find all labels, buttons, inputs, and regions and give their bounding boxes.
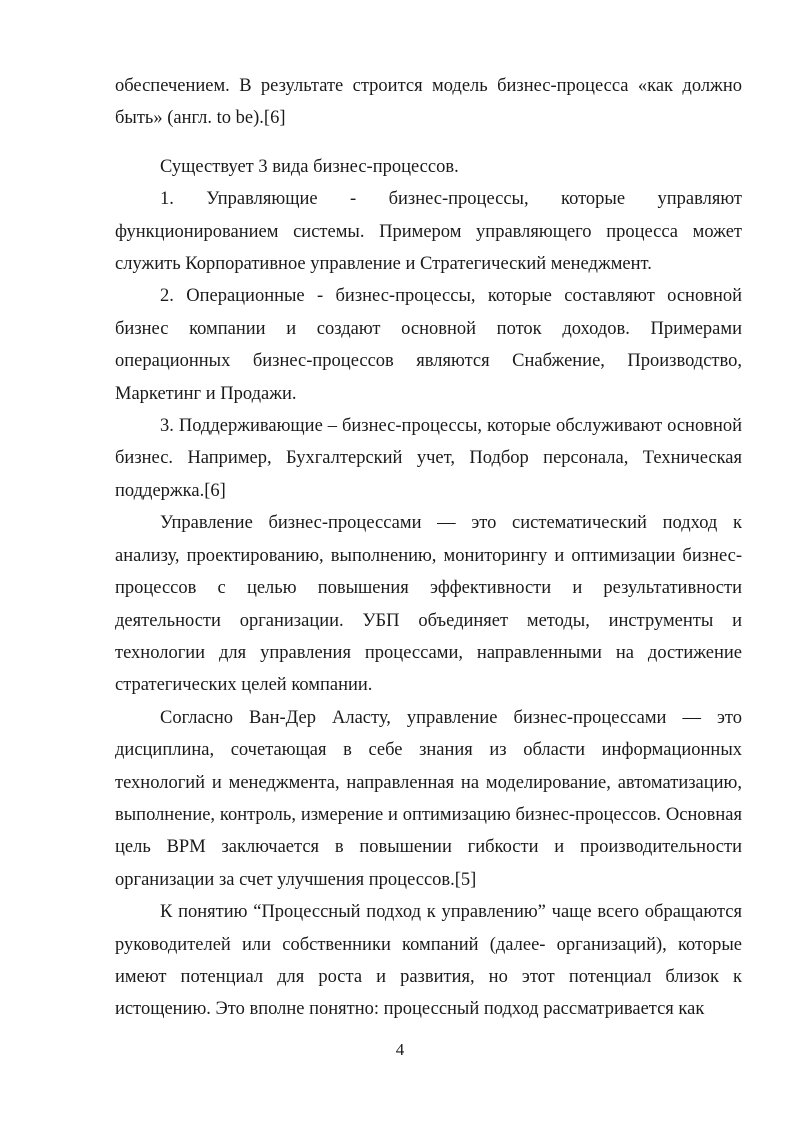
paragraph-van-der-aalst: Согласно Ван-Дер Аласту, управление бизнес-процессами — это дисциплина, сочетающая в себе знания из области информационных технологий и менеджмента, направленная на моделирование, автоматизацию, выполнение, контроль, измерение и оптимизацию бизнес-процессов. Основная цель BPM заключается в повышении гибкости и производительности организации за счет улучшения процессов.[5] [115, 707, 742, 890]
paragraph-process-approach: К понятию “Процессный подход к управлению” чаще всего обращаются руководителей или собственники компаний (далее- организаций), которые имеют потенциал для роста и развития, но этот потенциал близок к истощению. Это вполне понятно: процессный подход рассматривается как [115, 902, 742, 1020]
list-item-2: 2. Операционные - бизнес-процессы, которые составляют основной бизнес компании и создают основной поток доходов. Примерами операционных бизнес-процессов являются Снабжение, Производство, Маркетинг и Продажи. [115, 286, 742, 404]
paragraph-intro: Существует 3 вида бизнес-процессов. [160, 156, 459, 177]
page-body [115, 70, 742, 1026]
page-number: 4 [395, 1040, 405, 1059]
paragraph-continuation: обеспечением. В результате строится модель бизнес-процесса «как должно быть» (англ. to be).[6] [115, 76, 742, 129]
paragraph-bpm-definition: Управление бизнес-процессами — это систематический подход к анализу, проектированию, выполнению, мониторингу и оптимизации бизнес-процессов с целью повышения эффективности и результативности деятельности организации. УБП объединяет методы, инструменты и технологии для управления процессами, направленными на достижение стратегических целей компании. [115, 513, 742, 696]
list-item-3: 3. Поддерживающие – бизнес-процессы, которые обслуживают основной бизнес. Например, Бухгалтерский учет, Подбор персонала, Техническая поддержка.[6] [115, 416, 742, 501]
list-item-1: 1. Управляющие - бизнес-процессы, которые управляют функционированием системы. Примером управляющего процесса может служить Корпоративное управление и Стратегический менеджмент. [115, 189, 742, 275]
